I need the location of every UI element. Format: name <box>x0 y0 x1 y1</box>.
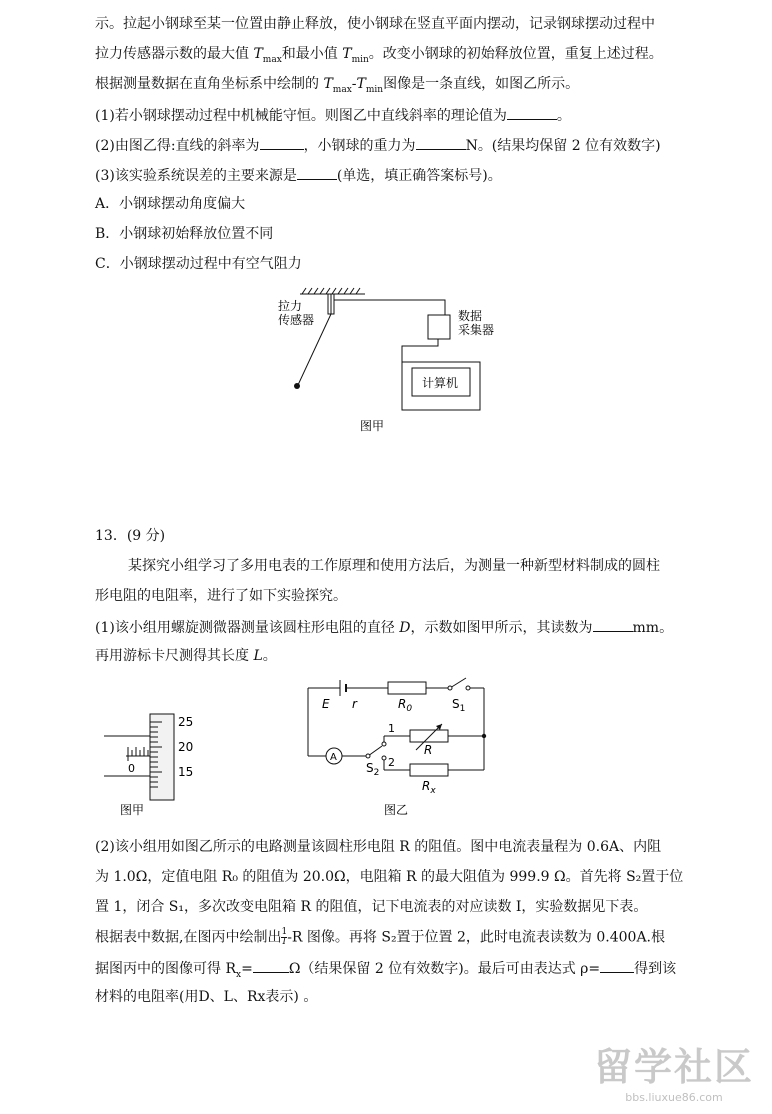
text-segment: mm。 <box>632 620 674 636</box>
label-ammeter: A <box>330 752 337 763</box>
switch-s2-blade[interactable] <box>368 746 382 756</box>
resistance-box-r <box>410 730 448 742</box>
symbol-l: L <box>253 648 263 664</box>
text-segment: 。改变小钢球的初始释放位置，重复上述过程。 <box>368 46 663 62</box>
text-segment: 拉力传感器示数的最大值 <box>95 46 254 62</box>
text-line-3 <box>95 75 579 99</box>
question-12-1 <box>95 105 571 125</box>
watermark-url: bbs.liuxue86.com <box>625 1091 723 1104</box>
switch-contact <box>466 686 470 690</box>
subscript-x: x <box>236 969 242 980</box>
symbol-t: T <box>342 46 352 62</box>
symbol-t: T <box>253 46 263 62</box>
question-13-2-line-5 <box>95 958 676 984</box>
thimble-label-15: 15 <box>178 765 194 779</box>
text-segment: 图像是一条直线，如图乙所示。 <box>383 76 580 92</box>
text-line-2 <box>95 45 663 69</box>
label-sensor-2: 传感器 <box>278 313 315 327</box>
text-segment: 。 <box>262 648 277 664</box>
text-segment: 根据测量数据在直角坐标系中绘制的 <box>95 76 324 92</box>
label-r-internal: r <box>352 697 357 711</box>
text-segment: 根据表中数据,在图丙中绘制出 <box>95 929 282 946</box>
junction-dot <box>482 734 486 738</box>
switch-contact <box>366 754 370 758</box>
symbol-d: D <box>399 620 411 636</box>
question-13-2-line-3: 置 1，闭合 S₁，多次改变电阻箱 R 的阻值，记下电流表的对应读数 I，实验数据见下表。 <box>95 899 648 915</box>
symbol-t: T <box>323 76 333 92</box>
watermark-logo-text: 留学社区 <box>593 1045 754 1089</box>
label-e: E <box>322 697 330 711</box>
subscript-max: max <box>332 84 352 95</box>
sleeve-label-0: 0 <box>128 762 135 775</box>
option-a: A．小钢球摆动角度偏大 <box>95 196 246 212</box>
text-segment: 和最小值 <box>281 46 343 62</box>
label-s1: $S_1$ <box>452 697 466 714</box>
label-rx: $R_x$ <box>422 779 436 796</box>
option-c: C．小钢球摆动过程中有空气阻力 <box>95 256 302 272</box>
question-13-2-line-1: (2)该小组用如图乙所示的电路测量该圆柱形电阻 R 的阻值。图中电流表量程为 0.6A、内阻 <box>95 839 662 855</box>
text-segment: 得到该 <box>634 961 677 977</box>
fraction-denominator: I <box>282 937 287 947</box>
label-s2: $S_2$ <box>366 761 380 778</box>
figure-caption: 图甲 <box>360 419 385 433</box>
text-segment: 。 <box>556 108 571 124</box>
question-13-2-line-4 <box>95 928 665 947</box>
label-position-1: 1 <box>388 722 395 735</box>
problem-13-header: 13．(9 分) <box>95 528 166 544</box>
label-r0: $R_0$ <box>398 697 413 714</box>
text-segment: - <box>351 76 357 92</box>
question-12-2 <box>95 135 661 155</box>
text-segment: N。(结果均保留 2 位有效数字) <box>465 138 661 154</box>
subscript-max: max <box>262 54 282 65</box>
subscript-min: min <box>351 54 369 65</box>
text-segment: (2)由图乙得:直线的斜率为 <box>95 138 260 154</box>
text-segment: 据图丙中的图像可得 R <box>95 961 236 977</box>
label-r: R <box>424 743 433 757</box>
text-line-1: 示。拉起小钢球至某一位置由静止释放，使小钢球在竖直平面内摆动，记录钢球摆动过程中 <box>95 16 655 32</box>
question-13-1b <box>95 647 277 665</box>
sleeve-ticks <box>128 747 148 761</box>
question-12-3 <box>95 165 502 185</box>
problem-13-intro-1: 某探究小组学习了多用电表的工作原理和使用方法后，为测量一种新型材料制成的圆柱 <box>128 558 660 574</box>
switch-contact-1 <box>382 742 386 746</box>
text-segment: Ω（结果保留 2 位有效数字)。最后可由表达式 ρ= <box>288 961 601 977</box>
steel-ball <box>294 383 300 389</box>
label-collector-1: 数据 <box>458 309 483 323</box>
thimble-label-20: 20 <box>178 740 194 754</box>
label-computer: 计算机 <box>422 376 459 390</box>
answer-blank[interactable] <box>416 135 466 150</box>
symbol-t: T <box>356 76 366 92</box>
ceiling-hatch <box>302 288 360 294</box>
text-segment: (1)若小钢球摆动过程中机械能守恒。则图乙中直线斜率的理论值为 <box>95 108 507 124</box>
question-13-1 <box>95 617 673 637</box>
question-13-2-line-6: 材料的电阻率(用D、L、Rx表示) 。 <box>95 989 318 1005</box>
text-segment: ，示数如图甲所示，其读数为 <box>410 620 593 636</box>
switch-s1-blade[interactable] <box>450 678 466 688</box>
switch-contact <box>448 686 452 690</box>
micrometer-figure <box>100 700 220 818</box>
answer-blank[interactable] <box>593 617 633 632</box>
text-segment: (1)该小组用螺旋测微器测量该圆柱形电阻的直径 <box>95 620 400 636</box>
figure-caption: 图乙 <box>384 803 409 817</box>
answer-blank[interactable] <box>600 958 634 973</box>
text-segment: (单选，填正确答案标号)。 <box>336 168 502 184</box>
label-position-2: 2 <box>388 756 395 769</box>
option-b: B．小钢球初始释放位置不同 <box>95 226 274 242</box>
pendulum-apparatus-figure <box>270 282 500 442</box>
resistor-r0 <box>388 682 426 694</box>
text-segment: 再用游标卡尺测得其长度 <box>95 648 254 664</box>
fraction-numerator: 1 <box>281 927 288 937</box>
answer-blank[interactable] <box>253 958 289 973</box>
text-segment: -R 图像。再将 S₂置于位置 2，此时电流表读数为 0.400A.根 <box>287 929 666 946</box>
subscript-min: min <box>365 84 384 95</box>
switch-contact-2 <box>382 756 386 760</box>
text-segment: ，小钢球的重力为 <box>303 138 416 154</box>
circuit-figure <box>300 674 500 820</box>
data-collector-box <box>428 315 450 339</box>
answer-blank[interactable] <box>260 135 304 150</box>
answer-blank[interactable] <box>297 165 337 180</box>
text-segment: (3)该实验系统误差的主要来源是 <box>95 168 297 184</box>
answer-blank[interactable] <box>507 105 557 120</box>
thimble-label-25: 25 <box>178 715 194 729</box>
question-13-2-line-2: 为 1.0Ω，定值电阻 R₀ 的阻值为 20.0Ω，电阻箱 R 的最大阻值为 999.9 Ω。首先将 S₂置于位 <box>95 869 684 885</box>
problem-13-intro-2: 形电阻的电阻率，进行了如下实验探究。 <box>95 588 347 604</box>
text-segment: = <box>241 961 253 977</box>
figure-caption: 图甲 <box>120 803 145 817</box>
sensor-cable <box>334 300 445 315</box>
watermark <box>594 1036 754 1104</box>
label-collector-2: 采集器 <box>458 323 495 337</box>
resistor-rx <box>410 764 448 776</box>
label-sensor-1: 拉力 <box>278 299 303 313</box>
computer-cable <box>402 339 438 362</box>
